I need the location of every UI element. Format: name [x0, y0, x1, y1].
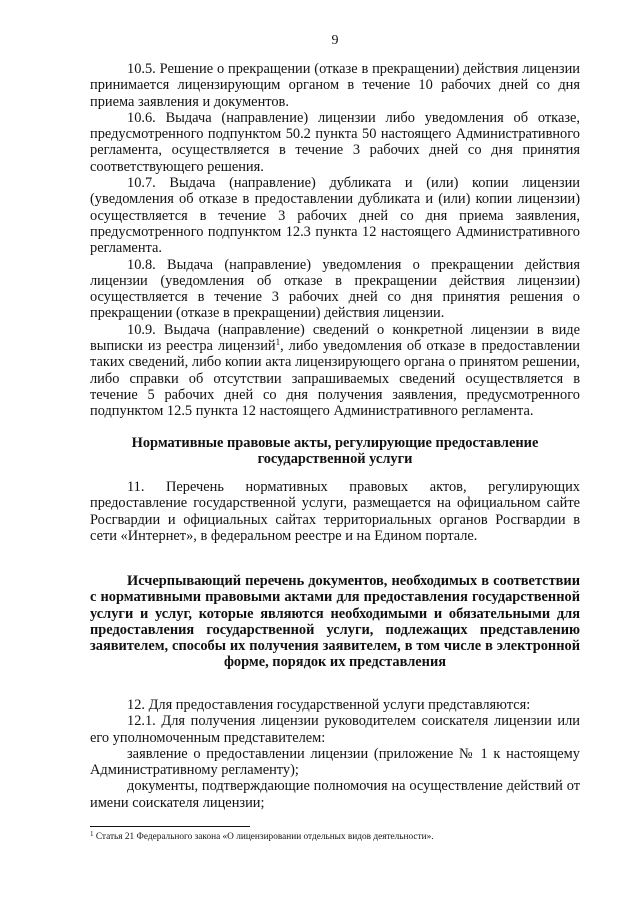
paragraph-10-8: 10.8. Выдача (направление) уведомления о прекращении действия лицензии (уведомления об отказе в прекращении действия лицензии) осуществляется в течение 3 рабочих дней со дня принятия решения о прекращении (отказе в прекращении) действия лицензии. [90, 256, 580, 322]
paragraph-12-1: 12.1. Для получения лицензии руководителем соискателя лицензии или его уполномоченным представителем: [90, 713, 580, 746]
paragraph-10-5: 10.5. Решение о прекращении (отказе в прекращении) действия лицензии принимается лицензирующим органом в течение 10 рабочих дней со дня приема заявления и документов. [90, 61, 580, 110]
footnote-mark: 1 [90, 830, 94, 838]
footnote [90, 832, 580, 843]
section-documents [90, 573, 580, 671]
heading-legal-acts: Нормативные правовые акты, регулирующие предоставление государственной услуги [131, 435, 539, 468]
section-p11 [90, 479, 580, 544]
paragraph-10-9: 10.9. Выдача (направление) сведений о конкретной лицензии в виде выписки из реестра лицензий$^1$, либо уведомления об отказе в предоставлении таких сведений, либо копии акта лицензирующего органа о принятом решении, либо справки об отсутствии запрашиваемых сведений осуществляется в течение 5 рабочих дней со дня получения заявления, предусмотренного подпунктом 12.5 пункта 12 настоящего Административного регламента. [90, 321, 581, 420]
paragraph-12-1-authority: документы, подтверждающие полномочия на осуществление действий от имени соискателя лицензии; [90, 778, 580, 811]
page-number: 9 [331, 33, 339, 48]
document-page [90, 0, 580, 905]
paragraph-12-1-application: заявление о предоставлении лицензии (приложение № 1 к настоящему Административному регламенту); [90, 745, 580, 779]
footnote-ref: 1 [275, 337, 281, 348]
heading-documents-list: Исчерпывающий перечень документов, необходимых в соответствии с нормативными правовыми актами для предоставления государственной услуги и услуг, которые являются необходимыми и обязательными для предоставления государственной услуги, подлежащих представлению заявителем, способы их получения заявителем, в том числе в электронной форме, порядок их представления [90, 573, 580, 671]
paragraph-10-7: 10.7. Выдача (направление) дубликата и (или) копии лицензии (уведомления об отказе в предоставлении дубликата и (или) копии лицензии) осуществляется в течение 3 рабочих дней со дня приема заявления, предусмотренного подпунктом 12.3 пункта 12 настоящего Административного регламента. [90, 175, 580, 257]
section-legal-acts [90, 435, 580, 468]
footnote-text: Статья 21 Федерального закона «О лицензировании отдельных видов деятельности». [93, 832, 434, 842]
section-p12 [90, 697, 580, 811]
footnote-divider [90, 826, 250, 827]
paragraph-10-6: 10.6. Выдача (направление) лицензии либо уведомления об отказе, предусмотренного подпунктом 50.2 пункта 50 настоящего Административного регламента, осуществляется в течение 3 рабочих дней со дня принятия соответствующего решения. [90, 109, 580, 175]
paragraph-12: 12. Для предоставления государственной услуги представляются: [127, 697, 531, 713]
paragraph-11: 11. Перечень нормативных правовых актов, регулирующих предоставление государственной услуги, размещается на официальном сайте Росгвардии и официальных сайтах территориальных органов Росгвардии в сети «Интернет», в федеральном реестре и на Едином портале. [90, 479, 580, 544]
section-deadlines [90, 61, 580, 420]
